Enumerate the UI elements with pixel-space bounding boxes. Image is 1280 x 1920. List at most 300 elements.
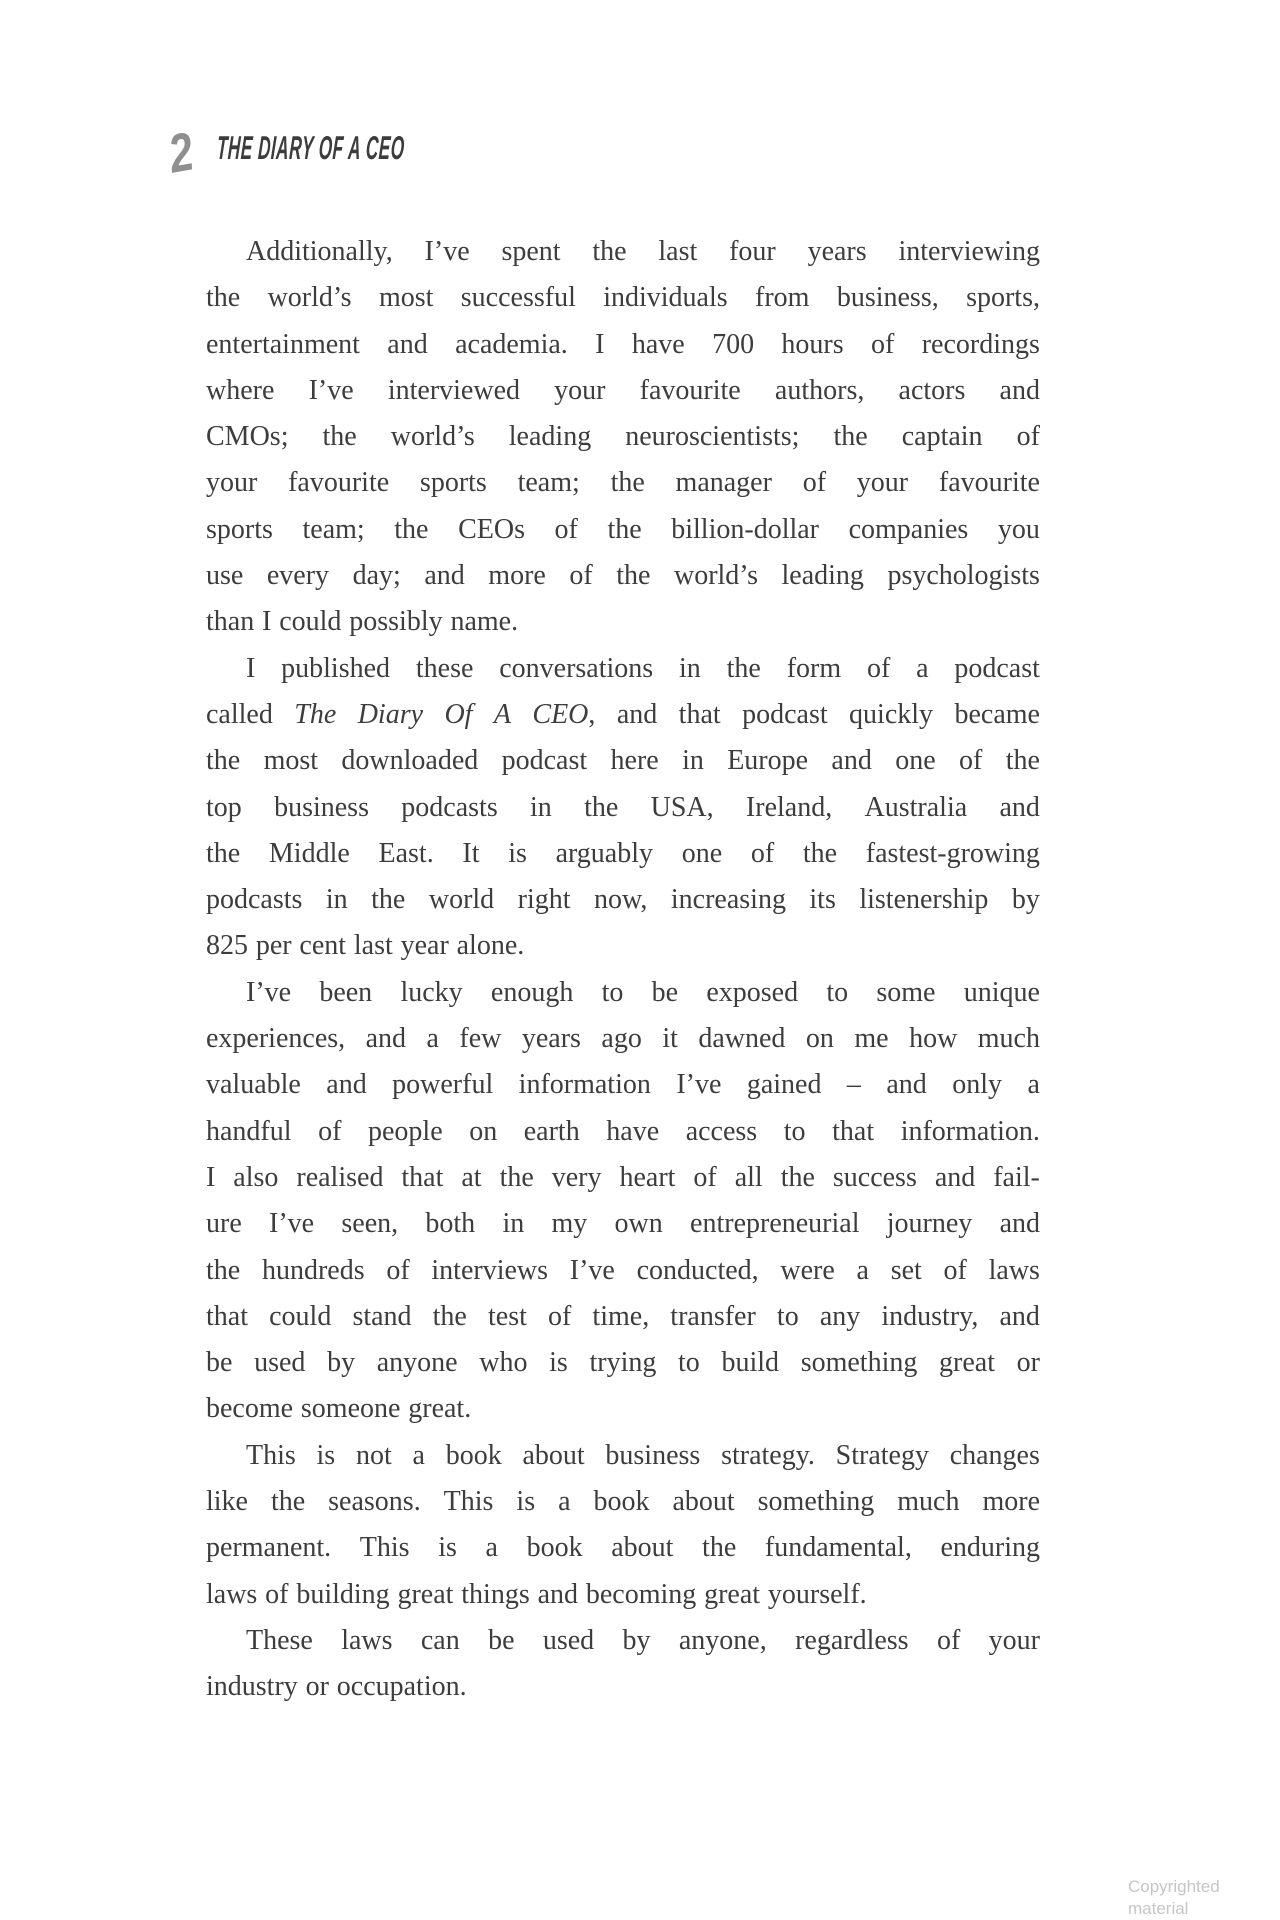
word: the xyxy=(206,1254,241,1286)
word: book xyxy=(593,1486,650,1518)
text-line xyxy=(206,1479,1040,1525)
text-line xyxy=(206,1155,1040,1201)
word: world’s xyxy=(390,421,475,453)
word: is xyxy=(316,1439,336,1471)
word: This xyxy=(359,1532,410,1564)
word: favourite xyxy=(938,467,1040,499)
text-line xyxy=(206,1618,1040,1664)
word: dawned xyxy=(698,1023,786,1055)
word: leading xyxy=(508,421,592,453)
word: listenership xyxy=(859,884,989,916)
word: years xyxy=(521,1023,581,1055)
word: conversations xyxy=(499,652,654,684)
word: anyone xyxy=(376,1347,458,1379)
word: time, xyxy=(592,1300,650,1332)
word: information xyxy=(518,1069,651,1101)
word: I xyxy=(206,1161,216,1193)
word: favourite xyxy=(639,374,741,406)
word: per xyxy=(255,930,292,962)
word: regardless xyxy=(795,1624,909,1656)
word: your xyxy=(206,467,258,499)
word: handful xyxy=(206,1115,292,1147)
word: interviewing xyxy=(898,236,1040,267)
word: unique xyxy=(963,976,1040,1008)
word: I’ve xyxy=(269,1208,315,1240)
word: to xyxy=(783,1115,806,1147)
text-line xyxy=(206,460,1040,506)
word: some xyxy=(876,976,936,1008)
word: industry, xyxy=(881,1300,979,1332)
word: me xyxy=(854,1023,889,1055)
word: great. xyxy=(408,1393,472,1425)
word: a xyxy=(916,652,929,684)
text-line xyxy=(206,970,1040,1016)
word: every xyxy=(266,560,330,592)
word: enduring xyxy=(940,1532,1040,1564)
word: the xyxy=(270,1486,306,1518)
word: I’ve xyxy=(569,1254,615,1286)
word: published xyxy=(281,652,391,684)
word: of xyxy=(547,1300,572,1332)
word: lucky xyxy=(400,976,463,1008)
word: to xyxy=(826,976,849,1008)
word: used xyxy=(542,1624,595,1656)
word: most xyxy=(378,282,434,314)
word: fundamental, xyxy=(764,1532,912,1564)
word: earth xyxy=(523,1115,580,1147)
word: from xyxy=(755,282,810,314)
word: is xyxy=(549,1347,568,1379)
word: I’ve xyxy=(676,1069,722,1101)
word: information. xyxy=(900,1115,1040,1147)
word: fail- xyxy=(993,1161,1040,1193)
word: the xyxy=(206,282,241,314)
word: downloaded xyxy=(341,745,479,777)
word: possibly xyxy=(349,606,443,638)
book-title-italic: A xyxy=(493,698,511,730)
text-line xyxy=(206,1340,1040,1386)
word: gained xyxy=(746,1069,822,1101)
word: I xyxy=(262,606,272,638)
book-title-word xyxy=(494,692,511,738)
word: more xyxy=(488,560,546,592)
text-line xyxy=(206,785,1040,831)
text-line xyxy=(206,831,1040,877)
word: of xyxy=(554,513,578,545)
word: Australia xyxy=(864,791,968,823)
word: the xyxy=(322,421,357,453)
text-line xyxy=(206,738,1040,784)
word: alone. xyxy=(456,930,525,962)
word: laws xyxy=(206,1578,258,1610)
word: set xyxy=(890,1254,922,1286)
word: arguably xyxy=(555,837,654,869)
word: podcasts xyxy=(401,791,498,823)
word: own xyxy=(614,1208,663,1240)
word: of xyxy=(943,1254,967,1286)
word: stand xyxy=(352,1300,412,1332)
word: these xyxy=(415,652,474,684)
word: realised xyxy=(296,1161,384,1193)
word: the xyxy=(726,652,761,684)
page-number: 2 xyxy=(164,121,198,185)
text-line xyxy=(206,599,1040,645)
word: building xyxy=(296,1578,390,1610)
word: of xyxy=(1016,421,1040,453)
word: to xyxy=(776,1300,799,1332)
word: success xyxy=(832,1161,917,1193)
word: the xyxy=(833,421,868,453)
copyright-watermark: Copyrighted material xyxy=(1128,1877,1220,1918)
book-title-italic: CEO xyxy=(532,698,589,730)
word: laws xyxy=(341,1624,393,1656)
word: year xyxy=(400,930,449,962)
word: used xyxy=(254,1347,306,1379)
word: last xyxy=(658,236,698,267)
word: and xyxy=(999,791,1040,823)
word: be xyxy=(488,1624,515,1656)
word: and xyxy=(537,1578,579,1610)
word: form xyxy=(786,652,842,684)
word: it xyxy=(662,1023,678,1055)
word: have xyxy=(631,328,685,360)
word: cent xyxy=(299,930,347,962)
word: to xyxy=(601,976,624,1008)
word: the xyxy=(371,884,406,916)
word: were xyxy=(780,1254,835,1286)
word: a xyxy=(558,1486,571,1518)
word: one xyxy=(895,745,936,777)
word: called xyxy=(206,698,273,730)
word: and xyxy=(999,1208,1040,1240)
word: your xyxy=(988,1624,1040,1656)
word: manager xyxy=(675,467,772,499)
word: is xyxy=(508,837,527,869)
word: ure xyxy=(206,1208,242,1240)
text-line xyxy=(206,368,1040,414)
word: CMOs; xyxy=(206,421,289,453)
word: business, xyxy=(836,282,939,314)
word: – xyxy=(846,1069,861,1101)
word: business xyxy=(274,791,369,823)
word: is xyxy=(438,1532,457,1564)
word: a xyxy=(485,1532,498,1564)
word: be xyxy=(651,976,679,1008)
word: CEOs xyxy=(458,513,525,545)
word: It xyxy=(462,837,480,869)
word: been xyxy=(319,976,373,1008)
word: or xyxy=(305,1671,329,1703)
word: a xyxy=(426,1023,439,1055)
word: captain xyxy=(901,421,983,453)
word: exposed xyxy=(706,976,799,1008)
word: test xyxy=(487,1300,527,1332)
word: top xyxy=(206,791,242,823)
word: more xyxy=(982,1486,1040,1518)
word: last xyxy=(353,930,393,962)
word: the xyxy=(1005,745,1040,777)
word: 825 xyxy=(206,930,248,962)
word: I xyxy=(595,328,605,360)
text-line xyxy=(206,322,1040,368)
word: permanent. xyxy=(206,1532,332,1564)
word: something xyxy=(800,1347,918,1379)
word: name. xyxy=(450,606,519,638)
word: the xyxy=(702,1532,737,1564)
word: and xyxy=(831,745,872,777)
word: the xyxy=(499,1161,534,1193)
word: one xyxy=(681,837,723,869)
word: could xyxy=(269,1300,332,1332)
word: something xyxy=(757,1486,875,1518)
word: successful xyxy=(460,282,576,314)
word: fastest-growing xyxy=(865,837,1040,869)
word: industry xyxy=(206,1671,298,1703)
word: podcast xyxy=(742,698,828,730)
word: world’s xyxy=(673,560,758,592)
word: of xyxy=(866,652,891,684)
word: laws xyxy=(988,1254,1040,1286)
word: Strategy xyxy=(835,1439,929,1471)
word: valuable xyxy=(206,1069,301,1101)
text-line xyxy=(206,1386,1040,1432)
word: build xyxy=(721,1347,780,1379)
word: by xyxy=(622,1624,651,1656)
word: only xyxy=(952,1069,1002,1101)
word: how xyxy=(909,1023,958,1055)
word: of xyxy=(569,560,593,592)
word: sports xyxy=(206,513,273,545)
text-line xyxy=(206,275,1040,321)
word: This xyxy=(443,1486,494,1518)
text-line xyxy=(206,1016,1040,1062)
word: sports, xyxy=(966,282,1040,314)
word: any xyxy=(819,1300,861,1332)
word: here xyxy=(610,745,659,777)
word: USA, xyxy=(650,791,714,823)
word: where xyxy=(206,374,275,406)
word: strategy. xyxy=(721,1439,815,1471)
word: you xyxy=(997,513,1040,545)
word: by xyxy=(327,1347,356,1379)
book-title-word xyxy=(444,692,472,738)
word: who xyxy=(479,1347,528,1379)
word: trying xyxy=(589,1347,657,1379)
word: about xyxy=(611,1532,674,1564)
word: your xyxy=(554,374,606,406)
word: four xyxy=(729,236,776,267)
word: academia. xyxy=(455,328,568,360)
word: and xyxy=(387,328,428,360)
word: that xyxy=(206,1300,248,1332)
text-line xyxy=(206,877,1040,923)
text-line xyxy=(206,553,1040,599)
word: yourself. xyxy=(767,1578,867,1610)
word: than xyxy=(206,606,255,638)
word: I xyxy=(246,652,256,684)
word: like xyxy=(206,1486,248,1518)
word: entrepreneurial xyxy=(690,1208,860,1240)
word: billion-dollar xyxy=(671,513,820,545)
word: things xyxy=(461,1578,530,1610)
word: its xyxy=(809,884,836,916)
word: on xyxy=(805,1023,834,1055)
word: the xyxy=(584,791,619,823)
word: world’s xyxy=(267,282,352,314)
word: increasing xyxy=(670,884,786,916)
word: sports xyxy=(419,467,487,499)
word: a xyxy=(856,1254,869,1286)
word: entertainment xyxy=(206,328,360,360)
word: powerful xyxy=(392,1069,494,1101)
word: This xyxy=(246,1439,296,1471)
word: in xyxy=(530,791,552,823)
word: spent xyxy=(501,236,561,267)
text-line xyxy=(206,1572,1040,1618)
book-title-word xyxy=(358,692,423,738)
book-title-italic: Diary xyxy=(357,698,424,730)
word: and xyxy=(616,698,658,730)
word: the xyxy=(394,513,429,545)
word: have xyxy=(606,1115,660,1147)
word: all xyxy=(734,1161,763,1193)
word: the xyxy=(432,1300,467,1332)
word: becoming xyxy=(585,1578,697,1610)
word: Middle xyxy=(268,837,350,869)
word: and xyxy=(934,1161,976,1193)
word: book xyxy=(445,1439,502,1471)
word: on xyxy=(469,1115,498,1147)
word: of xyxy=(265,1578,289,1610)
word: my xyxy=(551,1208,588,1240)
book-title-word xyxy=(294,692,336,738)
text-line xyxy=(206,507,1040,553)
word: neuroscientists; xyxy=(625,421,800,453)
word: of xyxy=(693,1161,717,1193)
text-line xyxy=(206,1525,1040,1571)
word: hours xyxy=(781,328,844,360)
text-line xyxy=(206,1201,1040,1247)
word: Additionally, xyxy=(246,236,393,267)
word: of xyxy=(386,1254,410,1286)
word: right xyxy=(517,884,571,916)
word: psychologists xyxy=(887,560,1040,592)
word: leading xyxy=(781,560,864,592)
word: experiences, xyxy=(206,1023,346,1055)
word: and xyxy=(999,1300,1040,1332)
word: recordings xyxy=(921,328,1040,360)
word: at xyxy=(461,1161,482,1193)
word: your xyxy=(856,467,909,499)
word: transfer xyxy=(670,1300,756,1332)
word: hundreds xyxy=(261,1254,365,1286)
word: very xyxy=(551,1161,602,1193)
book-title-italic: The xyxy=(294,698,337,730)
word: favourite xyxy=(288,467,390,499)
word: could xyxy=(279,606,342,638)
text-line xyxy=(206,1248,1040,1294)
text-line xyxy=(206,923,1040,969)
word: of xyxy=(750,837,775,869)
word: seen, xyxy=(341,1208,399,1240)
word: in xyxy=(502,1208,525,1240)
word: the xyxy=(206,745,241,777)
text-line xyxy=(206,1109,1040,1155)
word: interviewed xyxy=(387,374,520,406)
word: can xyxy=(420,1624,460,1656)
word: book xyxy=(526,1532,583,1564)
word: by xyxy=(1011,884,1040,916)
word: Ireland, xyxy=(745,791,833,823)
word: that xyxy=(678,698,721,730)
word: that xyxy=(832,1115,875,1147)
word: much xyxy=(897,1486,960,1518)
word: companies xyxy=(848,513,969,545)
word: use xyxy=(206,560,244,592)
book-title-word: CEO, xyxy=(532,698,596,730)
word: about xyxy=(522,1439,585,1471)
word: people xyxy=(367,1115,443,1147)
word: that xyxy=(401,1161,444,1193)
text-line xyxy=(206,1062,1040,1108)
word: world xyxy=(428,884,495,916)
word: about xyxy=(672,1486,735,1518)
word: the xyxy=(607,513,642,545)
word: of xyxy=(936,1624,961,1656)
word: quickly xyxy=(849,698,934,730)
word: become xyxy=(206,1393,294,1425)
word: in xyxy=(325,884,348,916)
word: of xyxy=(959,745,983,777)
word: years xyxy=(807,236,867,267)
word: and xyxy=(326,1069,367,1101)
word: few xyxy=(459,1023,502,1055)
word: I’ve xyxy=(246,976,292,1008)
word: now, xyxy=(594,884,648,916)
word: conducted, xyxy=(636,1254,759,1286)
word: actors xyxy=(898,374,966,406)
word: I’ve xyxy=(308,374,354,406)
word: of xyxy=(318,1115,342,1147)
word: East. xyxy=(378,837,434,869)
word: ago xyxy=(601,1023,642,1055)
word: 700 xyxy=(712,328,755,360)
word: great xyxy=(704,1578,761,1610)
text-line xyxy=(206,1664,1040,1710)
word: business xyxy=(605,1439,701,1471)
word: or xyxy=(1016,1347,1040,1379)
word: podcasts xyxy=(206,884,303,916)
word: the xyxy=(592,236,627,267)
text-line xyxy=(206,1433,1040,1479)
word: most xyxy=(263,745,319,777)
word: enough xyxy=(490,976,574,1008)
word: I’ve xyxy=(424,236,470,267)
word: team; xyxy=(302,513,365,545)
word: great xyxy=(397,1578,454,1610)
book-title-italic: Of xyxy=(444,698,473,730)
word: anyone, xyxy=(678,1624,767,1656)
word: heart xyxy=(619,1161,676,1193)
word: much xyxy=(977,1023,1040,1055)
word: not xyxy=(355,1439,392,1471)
word: team; xyxy=(517,467,580,499)
word: in xyxy=(679,652,701,684)
word: seasons. xyxy=(328,1486,421,1518)
word: someone xyxy=(300,1393,401,1425)
text-line xyxy=(206,646,1040,692)
word: also xyxy=(233,1161,279,1193)
